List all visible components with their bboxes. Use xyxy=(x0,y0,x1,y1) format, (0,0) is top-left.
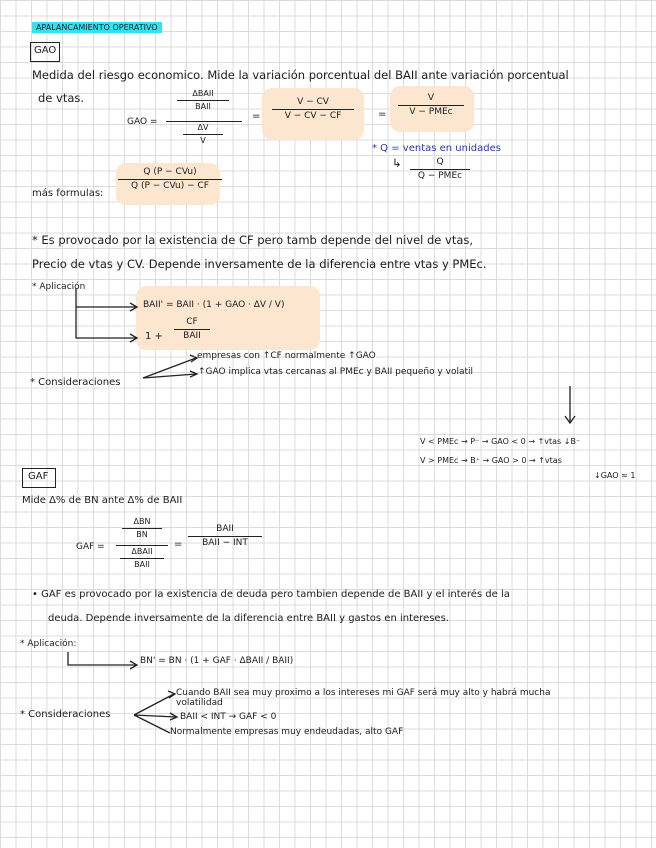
gaf-provocado-1: • GAF es provocado por la existencia de deuda pero tambien depende de BAII y el interés de la xyxy=(32,589,510,600)
gao-fraction-sales: ΔV V xyxy=(183,124,223,145)
gaf-consideracion-3: Normalmente empresas muy endeudadas, alto GAF xyxy=(170,727,404,737)
gao-q-note: * Q = ventas en unidades xyxy=(372,143,501,154)
gaf-provocado-2: deuda. Depende inversamente de la diferencia entre BAII y gastos en intereses. xyxy=(48,613,449,624)
gao-label: GAO xyxy=(34,45,57,56)
gao-consideracion-4: V > PMEᴄ → B⁺ → GAO > 0 → ↑vtas xyxy=(420,456,562,465)
gao-consideraciones-label: * Consideraciones xyxy=(30,377,121,388)
gao-definition-1: Medida del riesgo economico. Mide la variación porcentual del BAII ante variación porcentual xyxy=(32,68,569,82)
gao-aplicacion-bracket xyxy=(76,288,136,338)
gaf-formula-lhs: GAF = xyxy=(76,542,105,552)
gao-eq-1: = xyxy=(252,111,261,122)
gao-consideracion-3: V < PMEᴄ → P⁻ → GAO < 0 → ↑vtas ↓B⁻ xyxy=(420,437,581,446)
gao-mas-label: más formulas: xyxy=(32,188,104,199)
gaf-consideracion-1: Cuando BAII sea muy proximo a los intereses mi GAF será muy alto y habrá mucha xyxy=(176,688,551,698)
gao-definition-2: de vtas. xyxy=(38,91,85,105)
page-title: APALANCAMIENTO OPERATIVO xyxy=(32,24,162,32)
gaf-fraction-bn: ΔBN BN xyxy=(122,518,162,539)
gao-q-arrow: ↳ xyxy=(392,156,402,170)
gao-aplicacion-formula-1: BAII' = BAII · (1 + GAO · ΔV / V) xyxy=(143,300,285,310)
gaf-consideracion-2: BAII < INT → GAF < 0 xyxy=(180,712,277,722)
gaf-consideracion-1b: volatilidad xyxy=(176,698,223,708)
gaf-definition: Mide Δ% de BN ante Δ% de BAII xyxy=(22,495,183,506)
gao-fraction-q: Q Q − PMEᴄ xyxy=(410,158,470,181)
gaf-eq: = xyxy=(174,539,183,550)
gao-fraction-cv: V − CV V − CV − CF xyxy=(272,98,354,121)
gao-eq-2: = xyxy=(378,109,387,120)
gaf-fraction-int: BAII BAII − INT xyxy=(188,525,262,548)
gao-consideracion-1: empresas con ↑CF normalmente ↑GAO xyxy=(197,351,376,361)
gao-consideracion-2: ↑GAO implica vtas cercanas al PMEᴄ y BAII pequeño y volatil xyxy=(198,367,473,377)
gao-fraction-pme: V V − PMEᴄ xyxy=(398,94,464,117)
gao-fraction-mas: Q (P − CVu) Q (P − CVu) − CF xyxy=(118,168,222,191)
gaf-aplicacion-formula: BN' = BN · (1 + GAF · ΔBAII / BAII) xyxy=(140,656,294,666)
gao-aplicacion-label: * Aplicación xyxy=(32,282,86,292)
gao-provocado-1: * Es provocado por la existencia de CF pero tamb depende del nivel de vtas, xyxy=(32,233,474,247)
gaf-fraction-baii: ΔBAII BAII xyxy=(120,548,164,569)
gaf-aplicacion-label: * Aplicación: xyxy=(20,639,77,649)
gao-aplicacion-fraction: CF BAII xyxy=(174,318,210,341)
gao-formula-lhs: GAO = xyxy=(127,117,158,127)
gao-provocado-2: Precio de vtas y CV. Depende inversamente de la diferencia entre vtas y PMEᴄ. xyxy=(32,257,487,271)
gaf-consideraciones-label: * Consideraciones xyxy=(20,709,111,720)
gao-fraction-main: ΔBAII BAII xyxy=(177,90,229,111)
gao-consideracion-5: ↓GAO ≈ 1 xyxy=(594,471,636,480)
gaf-aplicacion-bracket xyxy=(68,652,136,665)
gao-aplicacion-lead: 1 + xyxy=(145,331,163,342)
gaf-label: GAF xyxy=(28,471,49,482)
